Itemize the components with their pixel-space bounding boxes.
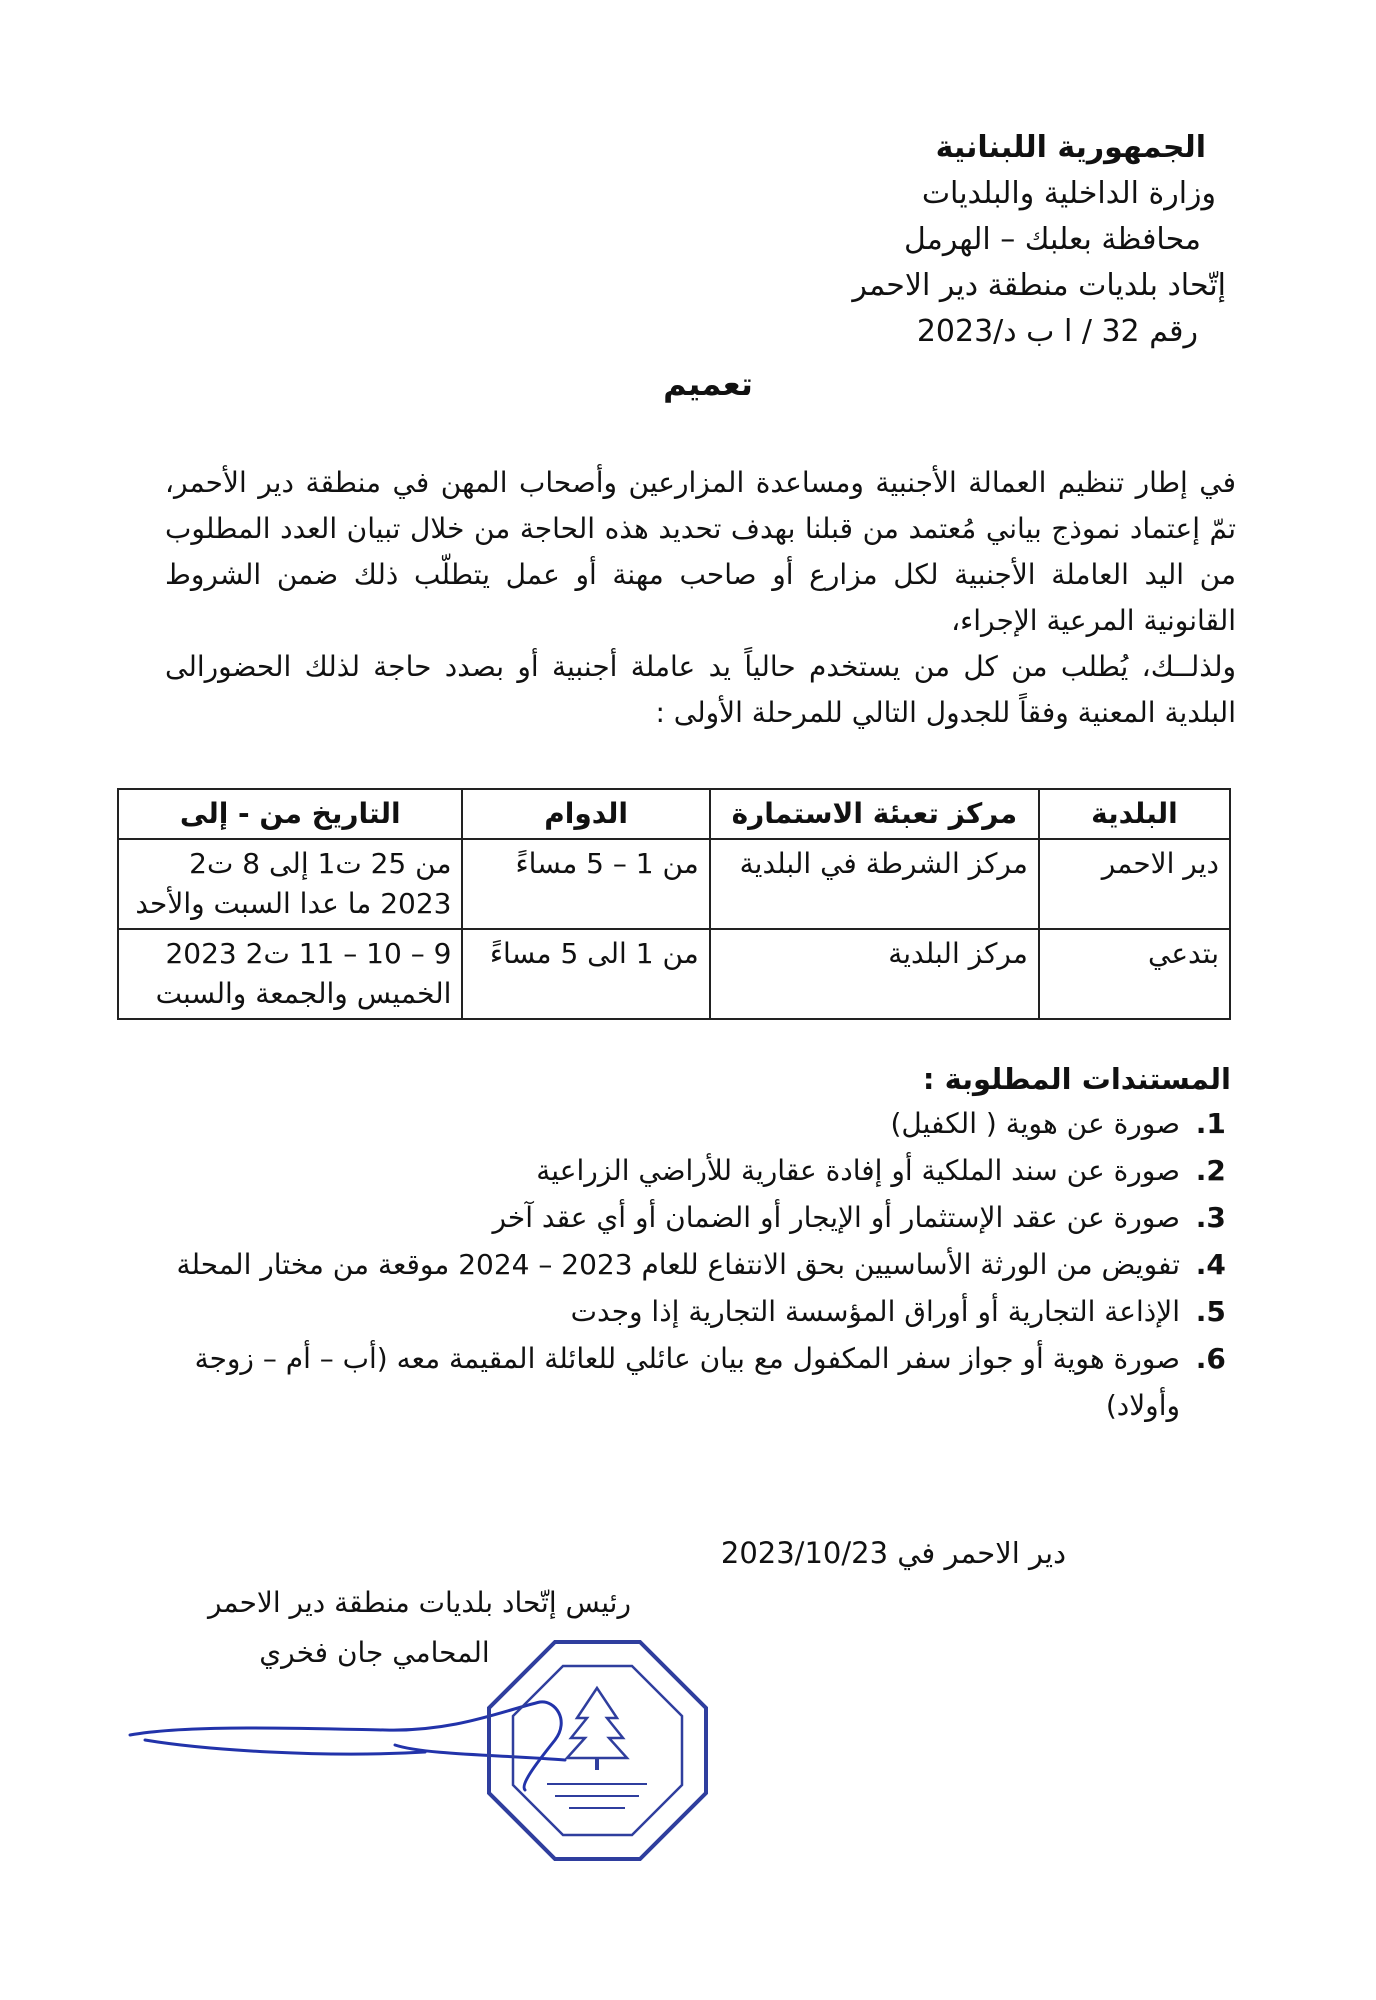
cell-center: مركز الشرطة في البلدية (710, 839, 1039, 929)
list-item: 2. صورة عن سند الملكية أو إفادة عقارية للأراضي الزراعية (165, 1147, 1186, 1194)
cedar-icon (567, 1688, 627, 1770)
table-row (118, 929, 1230, 1019)
list-item: 4. تفويض من الورثة الأساسيين بحق الانتفاع للعام 2023 – 2024 موقعة من مختار المحلة (165, 1241, 1186, 1288)
intro-paragraph-2: ولذلــك، يُطلب من كل من يستخدم حالياً يد عاملة أجنبية أو بصدد حاجة لذلك الحضورالى البلدية المعنية وفقاً للجدول التالي للمرحلة الأولى : (165, 650, 1236, 729)
cell-dates: من 25 ت1 إلى 8 ت2 2023 ما عدا السبت والأحد (118, 839, 462, 929)
letterhead (616, 125, 1226, 355)
cell-center: مركز البلدية (710, 929, 1039, 1019)
cell-hours: من 1 الى 5 مساءً (462, 929, 709, 1019)
header-union: إتّحاد بلديات منطقة دير الاحمر (852, 268, 1226, 303)
header-ministry: وزارة الداخلية والبلديات (921, 176, 1216, 211)
cell-municipality: بتدعي (1039, 929, 1230, 1019)
header-hours: الدوام (462, 789, 709, 839)
intro-paragraph-1: في إطار تنظيم العمالة الأجنبية ومساعدة المزارعين وأصحاب المهن في منطقة دير الأحمر، تمّ إعتماد نموذج بياني مُعتمد من قبلنا بهدف تحديد هذه الحاجة من خلال تبيان العدد المطلوب من اليد العاملة الأجنبية لكل مزارع أو صاحب مهنة أو عمل يتطلّب ذلك ضمن الشروط القانونية المرعية الإجراء، (165, 466, 1236, 637)
document-title: تعميم (663, 365, 753, 403)
reference-number: رقم 32 / ا ب د/2023 (916, 314, 1198, 349)
header-republic: الجمهورية اللبنانية (935, 130, 1206, 165)
list-item: 6. صورة هوية أو جواز سفر المكفول مع بيان عائلي للعائلة المقيمة معه (أب – أم – زوجة وأولاد) (165, 1335, 1186, 1429)
signer-name: المحامي جان فخري (259, 1636, 490, 1669)
cell-municipality: دير الاحمر (1039, 839, 1230, 929)
cell-hours: من 1 – 5 مساءً (462, 839, 709, 929)
list-item: 3. صورة عن عقد الإستثمار أو الإيجار أو الضمان أو أي عقد آخر (165, 1194, 1186, 1241)
header-dates: التاريخ من - إلى (118, 789, 462, 839)
table-header-row (118, 789, 1230, 839)
required-documents-title: المستندات المطلوبة : (922, 1062, 1231, 1096)
signer-title: رئيس إتّحاد بلديات منطقة دير الاحمر (207, 1586, 631, 1619)
issue-date-line: دير الاحمر في 2023/10/23 (720, 1536, 1066, 1570)
list-item: 1. صورة عن هوية ( الكفيل) (165, 1100, 1186, 1147)
header-governorate: محافظة بعلبك – الهرمل (904, 222, 1201, 257)
list-item: 5. الإذاعة التجارية أو أوراق المؤسسة التجارية إذا وجدت (165, 1288, 1186, 1335)
table-row (118, 839, 1230, 929)
official-stamp (485, 1638, 710, 1863)
cell-dates: 9 – 10 – 11 ت2 2023 الخميس والجمعة والسبت (118, 929, 462, 1019)
required-documents-list (165, 1100, 1231, 1429)
intro-text (165, 460, 1236, 736)
schedule-table (117, 788, 1231, 1020)
header-center: مركز تعبئة الاستمارة (710, 789, 1039, 839)
header-municipality: البلدية (1039, 789, 1230, 839)
